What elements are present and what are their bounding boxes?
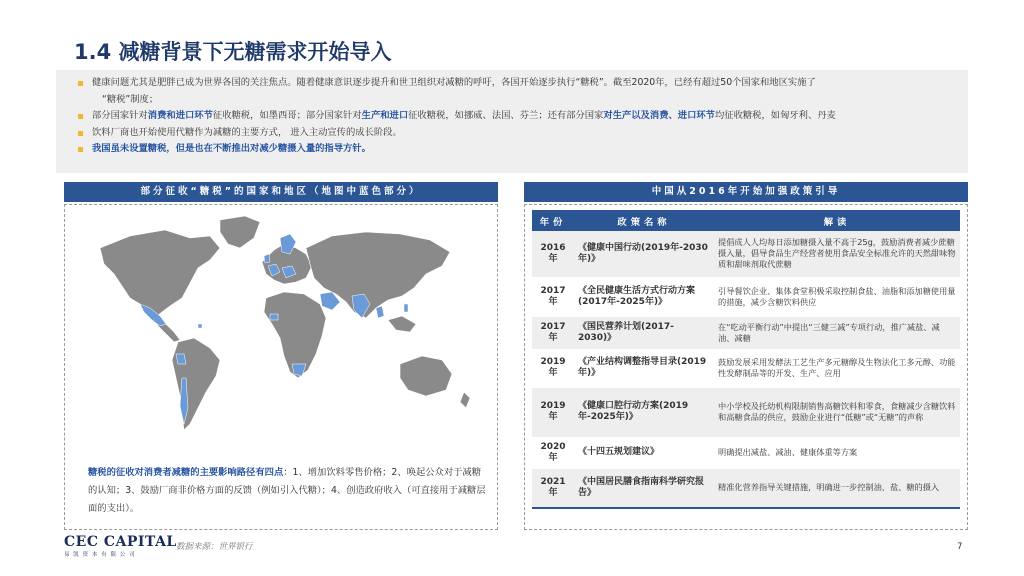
- map-south-america: [172, 338, 220, 430]
- intro-highlight: 消费和进口环节: [147, 110, 213, 121]
- world-map: [70, 208, 490, 448]
- intro-item-continued: [76, 92, 956, 109]
- bullet-icon: [78, 114, 83, 119]
- page-title: 1.4 减糖背景下无糖需求开始导入: [74, 40, 392, 64]
- data-source: 数据来源：世界银行: [176, 542, 253, 552]
- bullet-icon: [78, 131, 83, 136]
- bullet-icon: [78, 147, 83, 152]
- policy-name: 《健康口腔行动方案(2019年-2025年)》: [574, 387, 714, 437]
- intro-text: 饮料厂商也开始使用代糖作为减糖的主要方式， 进入主动宣传的成长阶段。: [92, 126, 402, 138]
- policy-year: 2020年: [532, 437, 574, 468]
- policy-name: 《国民营养计划(2017- 2030)》: [574, 316, 714, 349]
- map-highlight-west-africa: [270, 314, 278, 320]
- policy-year: 2016年: [532, 231, 574, 277]
- table-row: [532, 437, 960, 468]
- company-logo: [64, 534, 177, 558]
- table-row: [532, 316, 960, 349]
- map-caption: [88, 464, 486, 518]
- policy-desc: 在“吃动平衡行动”中提出“三健三减”专项行动，推广减盐、减油、减糖: [714, 316, 960, 349]
- policy-name: 《全民健康生活方式行动方案(2017年-2025年)》: [574, 277, 714, 316]
- policy-desc: 鼓励发展采用发酵法工艺生产多元糖醇及生物法化工多元醇、功能性发酵制品等的开发、生产、应用: [714, 349, 960, 387]
- policy-panel-header: 中国从2016年开始加强政策引导: [524, 182, 968, 202]
- table-row: [532, 231, 960, 277]
- policy-year: 2021年: [532, 468, 574, 508]
- map-se-asia: [388, 316, 416, 332]
- table-row: [532, 387, 960, 437]
- map-greenland: [220, 216, 260, 248]
- column-header: 政策名称: [574, 210, 714, 231]
- map-highlight-peru: [176, 354, 186, 364]
- policy-name: 《产业结构调整指导目录(2019年)》: [574, 349, 714, 387]
- intro-highlight: 生产和进口: [361, 110, 409, 121]
- table-row: [532, 277, 960, 316]
- column-header: 解读: [714, 210, 960, 231]
- intro-item: [76, 125, 956, 142]
- table-row: [532, 349, 960, 387]
- policy-desc: 明确提出减盐、减油、健康体重等方案: [714, 437, 960, 468]
- intro-text: 部分国家针对: [92, 110, 148, 121]
- map-highlight-barbados: [198, 324, 202, 328]
- policy-name: 《健康中国行动(2019年-2030年)》: [574, 231, 714, 277]
- intro-text: “糖税”制度；: [102, 93, 159, 105]
- map-new-zealand: [460, 392, 470, 408]
- intro-text: 征收糖税，如墨西哥；部分国家针对: [212, 110, 362, 121]
- intro-item: [76, 141, 956, 158]
- bullet-icon: [78, 81, 83, 86]
- column-header: 年份: [532, 210, 574, 231]
- intro-text: 均征收糖税，如匈牙利、丹麦: [714, 110, 836, 121]
- policy-table: [532, 210, 960, 509]
- intro-text-strong: 我国虽未设置糖税，但是也在不断推出对减少糖摄入量的指导方针。: [92, 143, 371, 154]
- intro-item: [76, 75, 956, 92]
- policy-desc: 引导餐饮企业、集体食堂积极采取控制食盐、油脂和添加糖使用量的措施，减少含糖饮料供应: [714, 277, 960, 316]
- map-highlight-south-africa: [292, 364, 306, 376]
- policy-year: 2017年: [532, 277, 574, 316]
- table-header-row: [532, 210, 960, 231]
- page-number: 7: [957, 542, 963, 552]
- caption-strong: 糖税的征收对消费者减糖的主要影响路径有四点: [88, 467, 284, 478]
- policy-year: 2019年: [532, 387, 574, 437]
- map-highlight-thailand: [376, 306, 384, 318]
- intro-highlight: 对生产以及消费、进口环节: [603, 110, 715, 121]
- map-australia: [400, 356, 452, 396]
- table-row: [532, 468, 960, 508]
- policy-desc: 中小学校及托幼机构限制销售高糖饮料和零食，食糖减少含糖饮料和高糖食品的供应，鼓励企业进行“低糖”或“无糖”的声称: [714, 387, 960, 437]
- policy-name: 《中国居民膳食指南科学研究报告》: [574, 468, 714, 508]
- map-north-america: [100, 230, 220, 318]
- intro-box: [56, 70, 968, 173]
- policy-year: 2019年: [532, 349, 574, 387]
- map-panel-header: 部分征收“糖税”的国家和地区（地图中蓝色部分）: [64, 182, 498, 202]
- policy-desc: 提倡成人人均每日添加糖摄入量不高于25g，鼓励消费者减少蔗糖摄入量，倡导食品生产经营者使用食品安全标准允许的天然甜味物质和甜味剂取代蔗糖: [714, 231, 960, 277]
- map-highlight-philippines: [404, 304, 408, 312]
- caption-text: ：1、增加饮料零售价格；2、唤起公众对于减糖的认知；3、鼓励厂商非价格方面的反馈（例如引入代糖）；4、创造政府收入（可直接用于减糖层面的支出）。: [88, 467, 486, 514]
- intro-text: 健康问题尤其是肥胖已成为世界各国的关注焦点。随着健康意识逐步提升和世卫组织对减糖的呼吁，各国开始逐步执行“糖税”。截至2020年，已经有超过50个国家和地区实施了: [92, 77, 816, 88]
- logo-subtext: 易凯资本有限公司: [64, 552, 139, 558]
- map-highlight-uk: [264, 254, 270, 263]
- logo-text: CEC CAPITAL: [64, 534, 177, 550]
- policy-desc: 精准化营养指导关键措施，明确进一步控制油、盐、糖的摄入: [714, 468, 960, 508]
- policy-name: 《十四五规划建议》: [574, 437, 714, 468]
- intro-item: [76, 108, 956, 125]
- policy-year: 2017年: [532, 316, 574, 349]
- intro-text: 征收糖税，如挪威、法国、芬兰；还有部分国家: [408, 110, 604, 121]
